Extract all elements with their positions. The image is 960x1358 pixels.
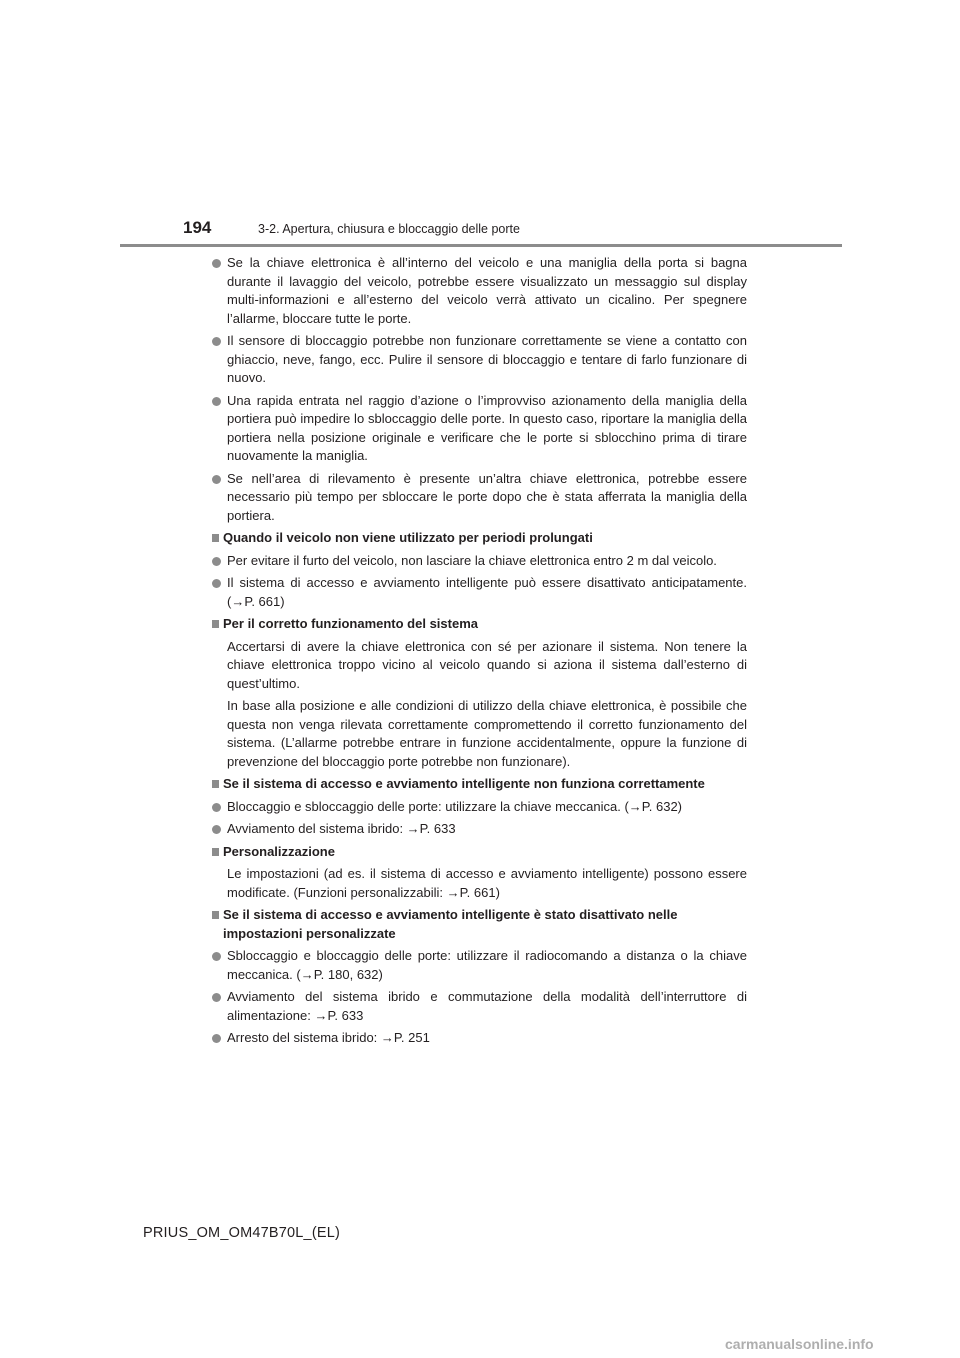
bullet-item	[212, 820, 747, 839]
heading-square-icon	[212, 848, 219, 856]
block-text: Avviamento del sistema ibrido: →P. 633	[227, 821, 456, 836]
block-text: Le impostazioni (ad es. il sistema di accesso e avviamento intelligente) possono essere modificate. (Funzioni personalizzabili: →P. 661)	[227, 866, 747, 900]
block-text: Avviamento del sistema ibrido e commutazione della modalità dell’interruttore di alimentazione: →P. 633	[227, 989, 747, 1023]
block-text: Se il sistema di accesso e avviamento intelligente non funziona correttamente	[223, 776, 705, 791]
document-code: PRIUS_OM_OM47B70L_(EL)	[143, 1225, 341, 1241]
manual-content	[212, 254, 747, 1052]
section-heading	[212, 843, 747, 862]
bullet-item	[212, 470, 747, 526]
heading-square-icon	[212, 911, 219, 919]
block-text: Per evitare il furto del veicolo, non lasciare la chiave elettronica entro 2 m dal veicolo.	[227, 552, 717, 568]
bullet-dot-icon	[212, 803, 221, 812]
block-text: Una rapida entrata nel raggio d’azione o l’improvviso azionamento della maniglia della portiera può impedire lo sbloccaggio delle porte. In questo caso, riportare la maniglia della portiera nella posizione originale e verificare che le porte si sblocchino prima di tirare nuovamente la maniglia.	[227, 392, 747, 463]
block-text: Per il corretto funzionamento del sistema	[223, 616, 478, 631]
bullet-dot-icon	[212, 952, 221, 961]
heading-square-icon	[212, 780, 219, 788]
bullet-dot-icon	[212, 579, 221, 588]
block-text: Personalizzazione	[223, 843, 335, 859]
block-text: Sbloccaggio e bloccaggio delle porte: utilizzare il radiocomando a distanza o la chiave meccanica. (→P. 180, 632)	[227, 948, 747, 982]
block-text: Se il sistema di accesso e avviamento intelligente è stato disattivato nelle impostazioni personalizzate	[223, 907, 678, 941]
bullet-dot-icon	[212, 259, 221, 268]
block-text: Quando il veicolo non viene utilizzato per periodi prolungati	[223, 530, 593, 545]
paragraph	[212, 638, 747, 694]
bullet-dot-icon	[212, 475, 221, 484]
bullet-dot-icon	[212, 1034, 221, 1043]
bullet-item	[212, 392, 747, 466]
bullet-item	[212, 798, 747, 817]
heading-square-icon	[212, 534, 219, 542]
block-text: Se la chiave elettronica è all’interno del veicolo e una maniglia della porta si bagna durante il lavaggio del veicolo, potrebbe essere visualizzato un messaggio sul display multi-informazioni e all’esterno del veicolo verrà attivato un cicalino. Per spegnere l’allarme, bloccare tutte le porte.	[227, 255, 747, 326]
watermark[interactable]: carmanualsonline.info	[725, 1336, 874, 1352]
bullet-item	[212, 552, 747, 571]
block-text: Il sistema di accesso e avviamento intelligente può essere disattivato anticipatamente. (→P. 661)	[227, 575, 747, 609]
bullet-dot-icon	[212, 337, 221, 346]
bullet-item	[212, 574, 747, 611]
paragraph	[212, 697, 747, 771]
bullet-item	[212, 254, 747, 328]
section-title: 3-2. Apertura, chiusura e bloccaggio delle porte	[258, 222, 520, 236]
section-heading	[212, 615, 747, 634]
section-heading	[212, 775, 747, 794]
bullet-item	[212, 1029, 747, 1048]
header-rule	[120, 244, 842, 247]
paragraph	[212, 865, 747, 902]
bullet-dot-icon	[212, 557, 221, 566]
section-heading	[212, 906, 747, 943]
bullet-dot-icon	[212, 993, 221, 1002]
bullet-item	[212, 988, 747, 1025]
bullet-item	[212, 947, 747, 984]
block-text: Il sensore di bloccaggio potrebbe non funzionare correttamente se viene a contatto con ghiaccio, neve, fango, ecc. Pulire il sensore di bloccaggio e tentare di farlo funzionare di nuovo.	[227, 333, 747, 385]
heading-square-icon	[212, 620, 219, 628]
page-number: 194	[183, 218, 212, 237]
bullet-dot-icon	[212, 397, 221, 406]
block-text: In base alla posizione e alle condizioni di utilizzo della chiave elettronica, è possibile che questa non venga rilevata correttamente compromettendo il corretto funzionamento del sistema. (L’allarme potrebbe entrare in funzione accidentalmente, oppure la funzione di prevenzione del bloccaggio porte potrebbe non funzionare).	[227, 698, 747, 769]
bullet-dot-icon	[212, 825, 221, 834]
block-text: Arresto del sistema ibrido: →P. 251	[227, 1030, 430, 1045]
section-heading	[212, 529, 747, 548]
block-text: Accertarsi di avere la chiave elettronica con sé per azionare il sistema. Non tenere la chiave elettronica troppo vicino al veicolo quando si aziona il sistema dall’esterno di quest’ultimo.	[227, 638, 747, 691]
bullet-item	[212, 332, 747, 388]
block-text: Bloccaggio e sbloccaggio delle porte: utilizzare la chiave meccanica. (→P. 632)	[227, 798, 683, 814]
block-text: Se nell’area di rilevamento è presente un’altra chiave elettronica, potrebbe essere necessario più tempo per sbloccare le porte dopo che è stata afferrata la maniglia della portiera.	[227, 470, 747, 523]
